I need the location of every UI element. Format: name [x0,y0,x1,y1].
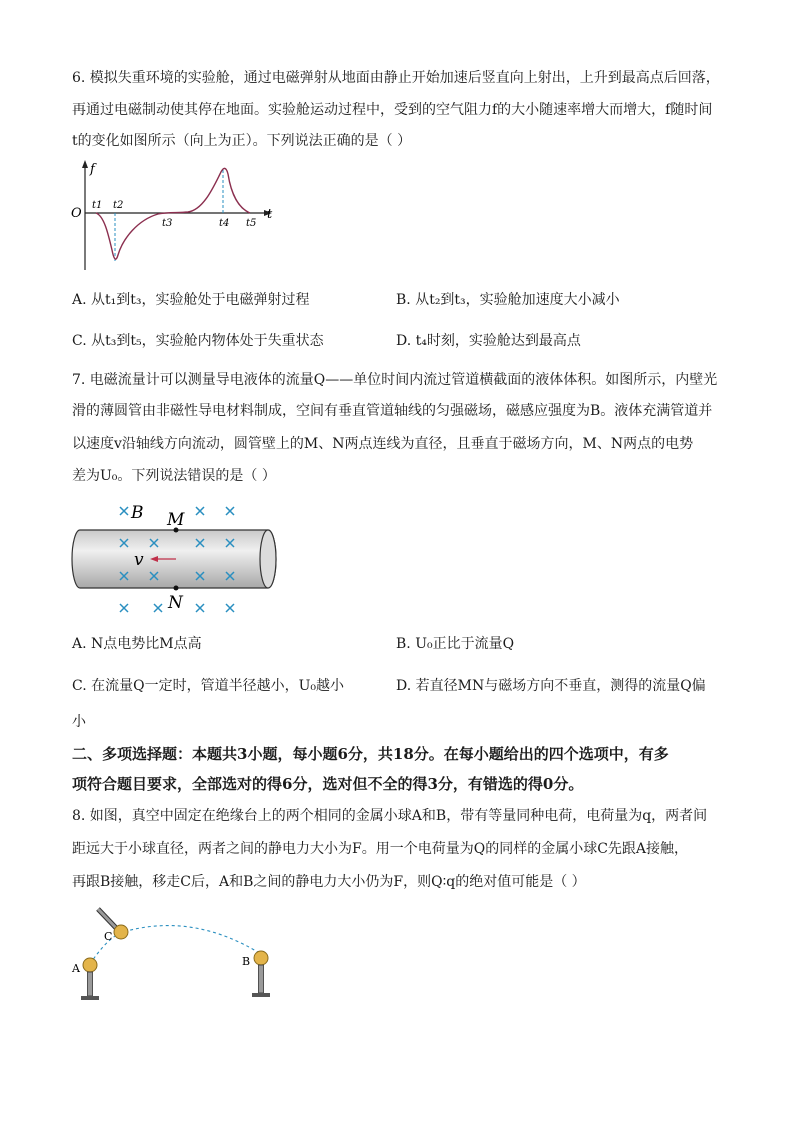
q8-figure [68,902,283,1007]
q7-line-1: 7. 电磁流量计可以测量导电液体的流量Q——单位时间内流过管道横截面的液体体积。如图所示，内壁光 [72,372,718,388]
q6-fig-origin: O [71,206,82,221]
q7-fig-N: N [168,593,183,613]
q6-option-a[interactable]: A. 从t₁到t₃，实验舱处于电磁弹射过程 [72,292,310,308]
q8-fig-A: A [72,962,80,975]
q7-figure [68,497,283,622]
q6-fig-t3: t3 [162,218,173,229]
q7-option-b[interactable]: B. U₀正比于流量Q [396,636,515,652]
q6-line-2: 再通过电磁制动使其停在地面。实验舱运动过程中，受到的空气阻力f的大小随速率增大而增大，f随时间 [72,102,713,118]
q6-fig-curve [96,168,250,259]
q8-fig-B: B [242,955,251,968]
q6-fig-xlabel: t [267,207,273,222]
q7-option-d[interactable]: D. 若直径MN与磁场方向不垂直，测得的流量Q偏 [396,678,706,694]
q7-line-3: 以速度v沿轴线方向流动，圆管壁上的M、N两点连线为直径，且垂直于磁场方向，M、N两点的电势 [72,436,694,452]
q7-fig-v: v [134,550,144,570]
q7-option-a[interactable]: A. N点电势比M点高 [72,636,202,652]
section2-line-2: 项符合题目要求，全部选对的得6分，选对但不全的得3分，有错选的得0分。 [72,775,584,793]
q6-line-1: 6. 模拟失重环境的实验舱，通过电磁弹射从地面由静止开始加速后竖直向上射出，上升到最高点后回落， [72,70,720,86]
q7-option-d-cont: 小 [72,714,86,730]
q6-option-d[interactable]: D. t₄时刻，实验舱达到最高点 [396,333,581,349]
q6-option-c[interactable]: C. 从t₃到t₅，实验舱内物体处于失重状态 [72,333,324,349]
q7-line-2: 滑的薄圆管由非磁性导电材料制成，空间有垂直管道轴线的匀强磁场，磁感应强度为B。液体充满管道并 [72,403,713,419]
section2-line-1: 二、多项选择题：本题共3小题，每小题6分，共18分。在每小题给出的四个选项中，有多 [72,745,669,763]
q8-line-1: 8. 如图，真空中固定在绝缘台上的两个相同的金属小球A和B，带有等量同种电荷，电荷量为q，两者间 [72,808,708,824]
q7-line-4: 差为U₀。下列说法错误的是（ ） [72,468,276,484]
q6-figure [68,158,283,278]
q6-fig-t5: t5 [246,218,257,229]
q8-line-2: 距远大于小球直径，两者之间的静电力大小为F。用一个电荷量为Q的同样的金属小球C先跟A接触， [72,841,689,857]
q7-option-c[interactable]: C. 在流量Q一定时，管道半径越小，U₀越小 [72,678,345,694]
q6-line-3: t的变化如图所示（向上为正）。下列说法正确的是（ ） [72,133,412,149]
q7-fig-M: M [167,510,185,530]
q7-fig-B: B [131,503,144,523]
q6-fig-t1: t1 [92,200,103,211]
q6-option-b[interactable]: B. 从t₂到t₃，实验舱加速度大小减小 [396,292,620,308]
q6-fig-t2: t2 [113,200,124,211]
q8-line-3: 再跟B接触，移走C后，A和B之间的静电力大小仍为F，则Q∶q的绝对值可能是（ ） [72,874,586,890]
q8-fig-C: C [104,930,113,943]
q6-fig-ylabel: f [90,162,95,177]
q6-fig-t4: t4 [219,218,230,229]
